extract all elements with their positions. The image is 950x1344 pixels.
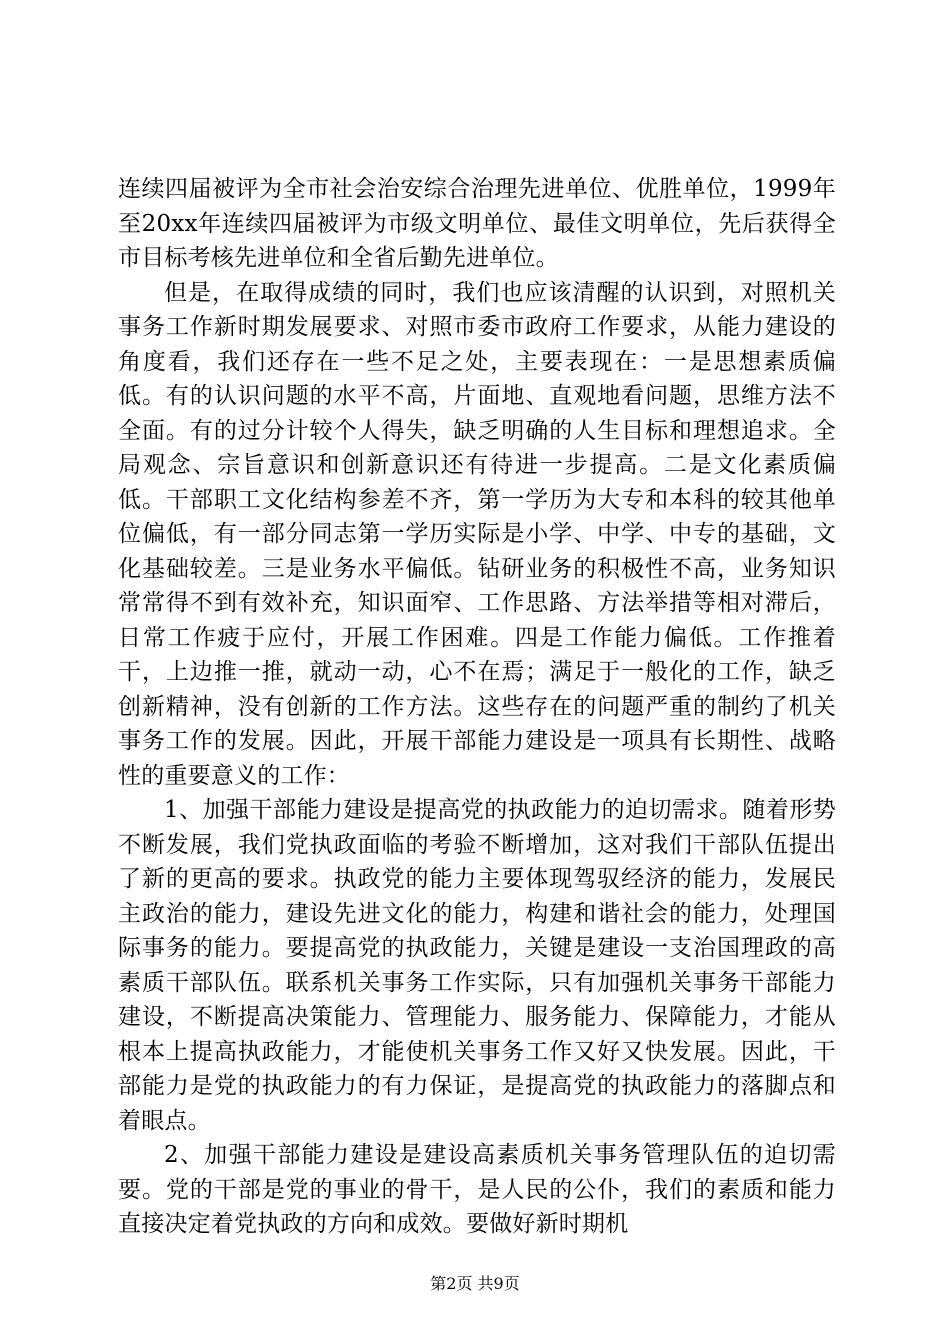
paragraph-point-1: 1、加强干部能力建设是提高党的执政能力的迫切需求。随着形势不断发展，我们党执政面临的考验不断增加，这对我们干部队伍提出了新的更高的要求。执政党的能力主要体现驾驭经济的能力，发展民主政治的能力，建设先进文化的能力，构建和谐社会的能力，处理国际事务的能力。要提高党的执政能力，关键是建设一支治国理政的高素质干部队伍。联系机关事务工作实际，只有加强机关事务干部能力建设，不断提高决策能力、管理能力、服务能力、保障能力，才能从根本上提高执政能力，才能使机关事务工作又好又快发展。因此，干部能力是党的执政能力的有力保证，是提高党的执政能力的落脚点和着眼点。 (118, 797, 836, 1134)
page-footer: 第2页 共9页 (430, 1274, 520, 1293)
paragraph-continued-honors: 连续四届被评为全市社会治安综合治理先进单位、优胜单位，1999年至20xx年连续四届被评为市级文明单位、最佳文明单位，先后获得全市目标考核先进单位和全省后勤先进单位。 (118, 176, 836, 271)
paragraph-point-2: 2、加强干部能力建设是建设高素质机关事务管理队伍的迫切需要。党的干部是党的事业的骨干，是人民的公仆，我们的素质和能力直接决定着党执政的方向和成效。要做好新时期机 (118, 1142, 836, 1237)
document-body (118, 172, 836, 1242)
paragraph-shortcomings: 但是，在取得成绩的同时，我们也应该清醒的认识到，对照机关事务工作新时期发展要求、对照市委市政府工作要求，从能力建设的角度看，我们还存在一些不足之处，主要表现在：一是思想素质偏低。有的认识问题的水平不高，片面地、直观地看问题，思维方法不全面。有的过分计较个人得失，缺乏明确的人生目标和理想追求。全局观念、宗旨意识和创新意识还有待进一步提高。二是文化素质偏低。干部职工文化结构参差不齐，第一学历为大专和本科的较其他单位偏低，有一部分同志第一学历实际是小学、中学、中专的基础，文化基础较差。三是业务水平偏低。钻研业务的积极性不高，业务知识常常得不到有效补充，知识面窄、工作思路、方法举措等相对滞后，日常工作疲于应付，开展工作困难。四是工作能力偏低。工作推着干，上边推一推，就动一动，心不在焉；满足于一般化的工作，缺乏创新精神，没有创新的工作方法。这些存在的问题严重的制约了机关事务工作的发展。因此，开展干部能力建设是一项具有长期性、战略性的重要意义的工作： (118, 279, 836, 789)
